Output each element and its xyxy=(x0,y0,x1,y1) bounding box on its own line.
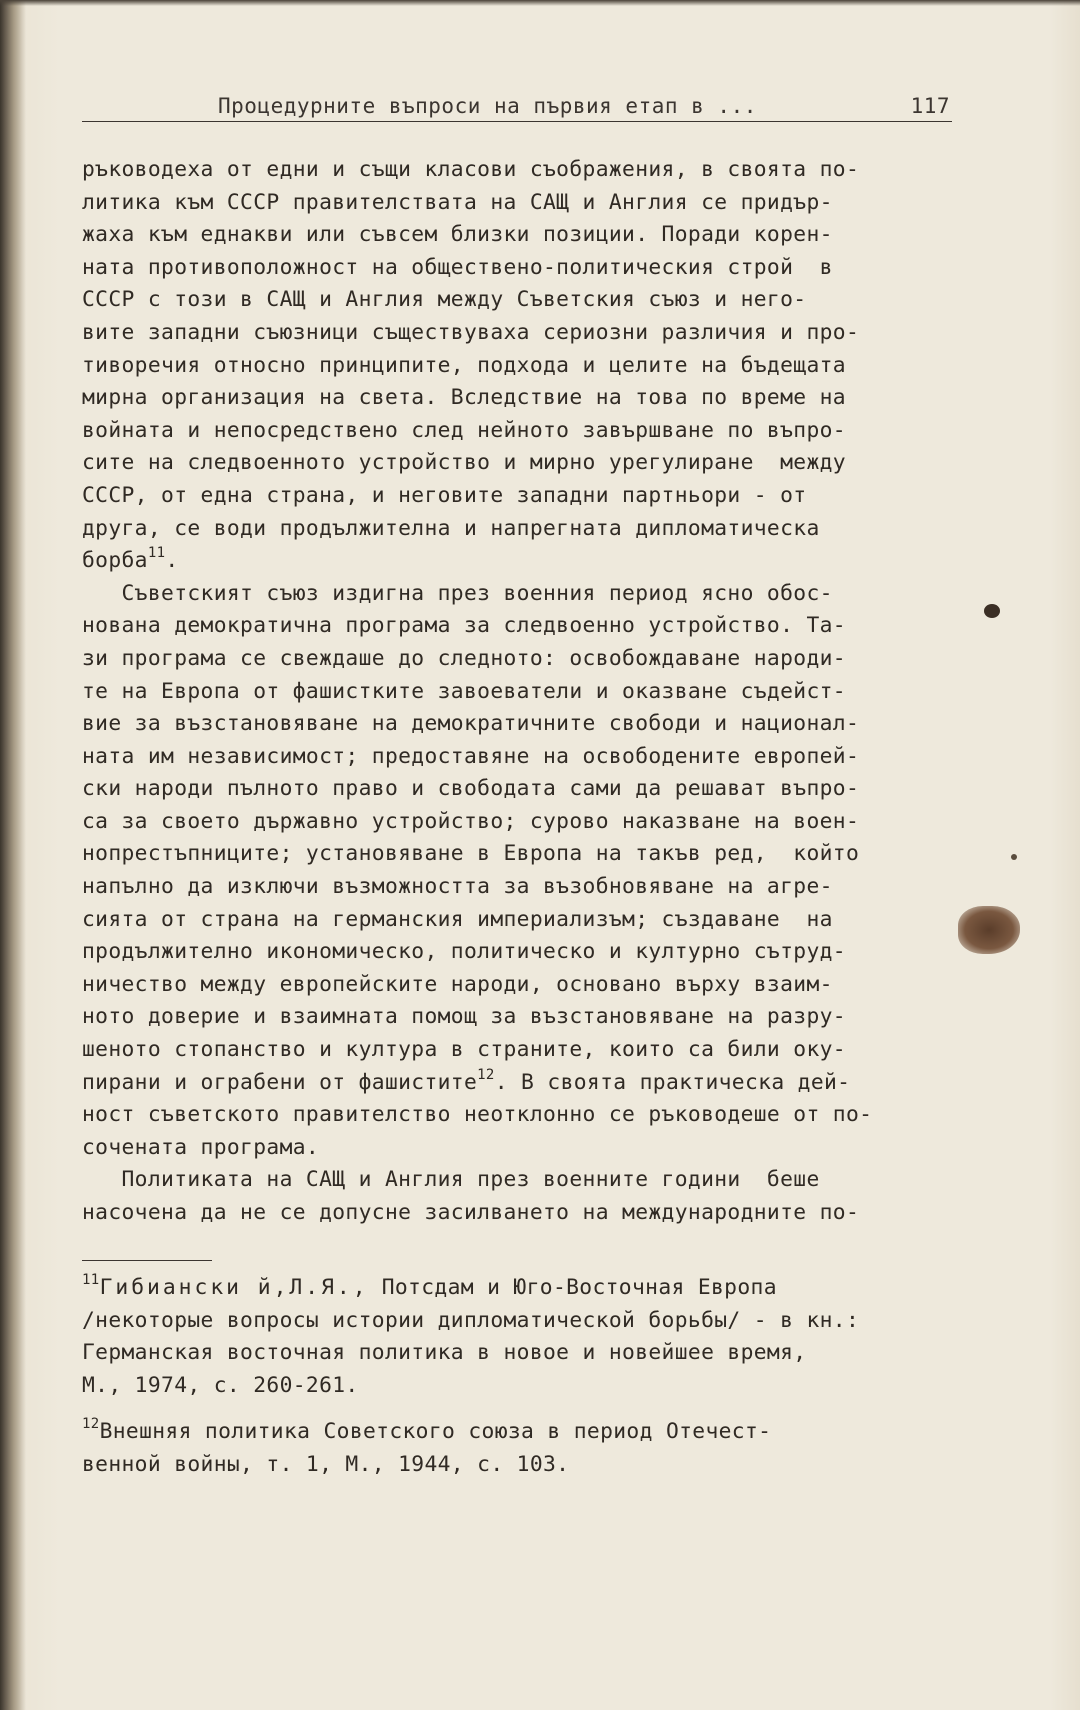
footnote-line: М., 1974, с. 260-261. xyxy=(82,1372,359,1398)
body-line: тиворечия относно принципите, подхода и целите на бъдещата xyxy=(82,352,846,378)
page-top-edge xyxy=(0,0,1080,6)
body-line: ръководеха от едни и същи класови съображения, в своята по- xyxy=(82,157,860,182)
body-text xyxy=(82,154,962,1230)
body-line: ски народи пълното право и свободата сами да решават въпро- xyxy=(82,776,860,802)
footnote-line xyxy=(82,1272,962,1305)
body-line: ност съветското правителство неотклонно се ръководеше от по- xyxy=(82,1102,873,1128)
body-line: ното доверие и взаимната помощ за възстановяване на разру- xyxy=(82,1004,846,1030)
footnote-ref: 11 xyxy=(147,545,166,562)
body-line: ната им независимост; предоставяне на освободените европей- xyxy=(82,743,860,769)
body-line: мирна организация на света. Вследствие на това по време на xyxy=(82,385,846,411)
body-line: продължително икономическо, политическо и културно сътруд- xyxy=(82,939,846,965)
ink-stain xyxy=(958,906,1020,954)
body-line: насочена да не се допусне засилването на международните по- xyxy=(82,1200,860,1225)
body-line: сочената програма. xyxy=(82,1134,320,1160)
body-line: войната и непосредствено след нейното завършване по въпро- xyxy=(82,417,846,443)
body-line: Политиката на САЩ и Англия през военните години беше xyxy=(82,1167,820,1193)
page-number: 117 xyxy=(910,94,950,118)
body-line: напълно да изключи възможността за възобновяване на агре- xyxy=(82,874,833,900)
footnote-mark: 11 xyxy=(82,1271,100,1288)
ink-spot xyxy=(1011,854,1017,860)
body-line: жаха към еднакви или съвсем близки позиции. Поради корен- xyxy=(82,222,833,248)
ink-spot xyxy=(984,604,1000,618)
body-line xyxy=(82,1067,962,1100)
body-line: друга, се води продължителна и напрегната дипломатическа xyxy=(82,515,820,541)
footnote-gap xyxy=(82,1402,962,1416)
footnotes xyxy=(82,1272,962,1482)
footnote-line xyxy=(82,1416,962,1449)
text-run: борба xyxy=(82,548,148,574)
footnote-mark: 12 xyxy=(82,1416,100,1433)
body-line: ничество между европейските народи, основано върху взаим- xyxy=(82,971,833,997)
body-line: зи програма се свеждаше до следното: освобождаване народи- xyxy=(82,645,846,671)
footnote-line: венной войны, т. 1, М., 1944, с. 103. xyxy=(82,1451,570,1477)
body-line: са за своето държавно устройство; сурово наказване на воен- xyxy=(82,808,860,834)
body-line: сията от страна на германския империализъм; създаване на xyxy=(82,906,833,932)
running-header xyxy=(82,94,950,124)
body-line: СССР, от една страна, и неговите западни партньори - от xyxy=(82,482,807,508)
footnote-separator xyxy=(82,1260,212,1261)
body-line: шеното стопанство и култура в страните, които са били оку- xyxy=(82,1037,846,1063)
body-line: Съветският съюз издигна през военния период ясно обос- xyxy=(82,580,833,606)
text-run: Потсдам и Юго-Восточная Европа xyxy=(368,1275,777,1300)
body-line: ната противоположност на обществено-политическия строй в xyxy=(82,254,833,280)
body-line: вие за възстановяване на демократичните свободи и национал- xyxy=(82,711,860,737)
body-line: вите западни съюзници съществуваха сериозни различия и про- xyxy=(82,319,860,345)
footnote-ref: 12 xyxy=(477,1066,495,1083)
body-line: нована демократична програма за следвоенно устройство. Та- xyxy=(82,613,846,639)
header-rule xyxy=(82,121,952,122)
body-line: те на Европа от фашистките завоеватели и оказване съдейст- xyxy=(82,678,846,704)
text-run: Внешняя политика Советского союза в период Отечест- xyxy=(99,1419,772,1445)
body-line: СССР с този в САЩ и Англия между Съветския съюз и него- xyxy=(82,287,807,313)
footnote-author: Гибиански й,Л.Я., xyxy=(99,1275,369,1300)
running-header-title: Процедурните въпроси на първия етап в ... xyxy=(218,94,757,118)
book-spine-shadow xyxy=(0,0,26,1710)
footnote-line: /некоторые вопросы истории дипломатической борьбы/ - в кн.: xyxy=(82,1307,860,1333)
body-line: литика към СССР правителствата на САЩ и Англия се придър- xyxy=(82,189,833,215)
body-line: сите на следвоенното устройство и мирно урегулиране между xyxy=(82,450,846,476)
text-run: пирани и ограбени от фашистите xyxy=(82,1069,478,1095)
body-line xyxy=(82,545,962,578)
body-line: нопрестъпниците; установяване в Европа на такъв ред, който xyxy=(82,841,860,867)
text-run: . xyxy=(165,548,179,574)
text-run: . В своята практическа дей- xyxy=(494,1069,851,1095)
footnote-line: Германская восточная политика в новое и новейшее время, xyxy=(82,1340,807,1366)
